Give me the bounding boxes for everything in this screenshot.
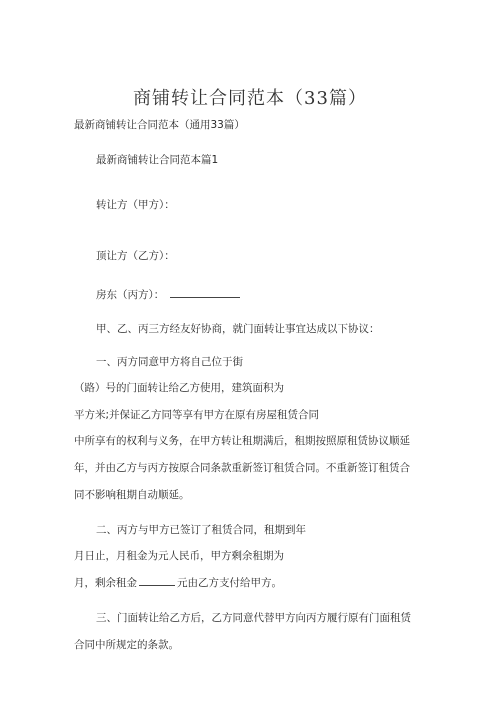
clause-2-line-2: 月日止，月租金为元人民币，甲方剩余租期为 <box>74 550 284 562</box>
party-c-signature-blank <box>170 287 240 298</box>
clause-1-line-2: （路）号的门面转让给乙方使用，建筑面积为 <box>74 382 284 394</box>
clause-1-line-5: 年，并由乙方与丙方按原合同条款重新签订租赁合同。不重新签订租赁合 <box>74 462 410 474</box>
clause-3-line-2: 合同中所规定的条款。 <box>74 639 179 651</box>
clause-2-line-3-end: 元由乙方支付给甲方。 <box>177 577 282 589</box>
party-c-line <box>96 287 240 302</box>
clause-1-line-6: 同不影响租期自动顺延。 <box>74 489 190 501</box>
document-subtitle: 最新商铺转让合同范本（通用33篇） <box>74 119 245 131</box>
party-b-line: 顶让方（乙方）： <box>96 250 175 262</box>
section-heading: 最新商铺转让合同范本篇1 <box>96 154 219 166</box>
intro-paragraph: 甲、乙、丙三方经友好协商，就门面转让事宜达成以下协议： <box>96 323 380 335</box>
clause-2-line-3 <box>74 575 282 590</box>
clause-2-line-3-start: 月，剩余租金 <box>74 577 137 589</box>
party-a-line: 转让方（甲方）： <box>96 199 175 211</box>
clause-1-line-3: 平方米;并保证乙方同等享有甲方在原有房屋租赁合同 <box>74 409 320 421</box>
clause-3-line-1: 三、门面转让给乙方后，乙方同意代替甲方向丙方履行原有门面租赁 <box>96 612 411 624</box>
remaining-rent-blank <box>139 575 175 586</box>
clause-1-line-4: 中所享有的权利与义务，在甲方转让租期满后，租期按照原租赁协议顺延 <box>74 435 410 447</box>
document-title: 商铺转让合同范本（33篇） <box>133 88 367 109</box>
clause-1-line-1: 一、丙方同意甲方将自己位于街 <box>96 356 243 368</box>
clause-2-line-1: 二、丙方与甲方已签订了租赁合同，租期到年 <box>96 524 306 536</box>
party-c-label: 房东（丙方）： <box>96 289 165 301</box>
